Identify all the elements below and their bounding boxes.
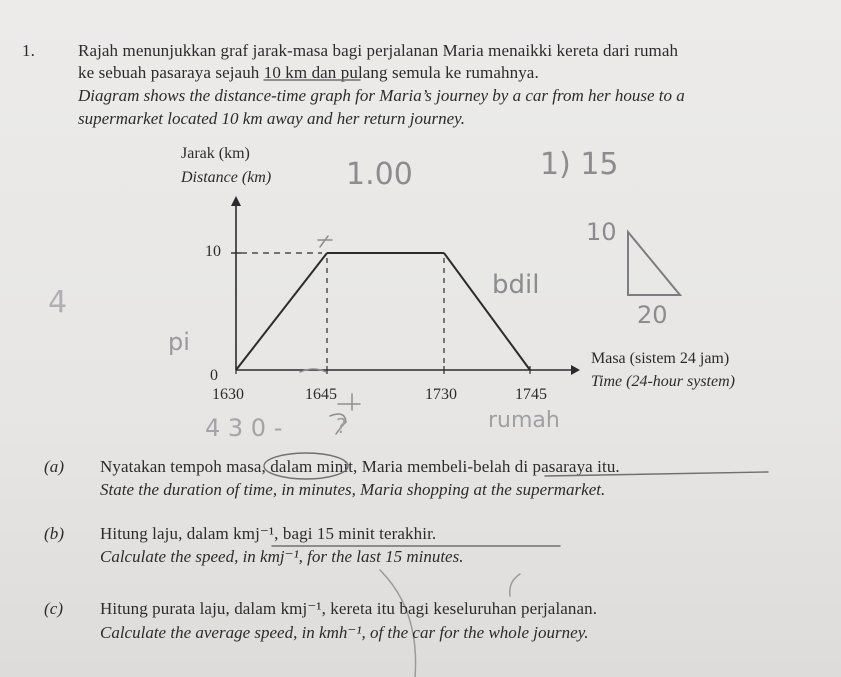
- x-tick-label-1630: 1630: [212, 386, 244, 403]
- y-axis-label-malay: Jarak (km): [181, 145, 250, 162]
- part-a-label: (a): [44, 457, 65, 476]
- part-b-english: Calculate the speed, in kmj⁻¹, for the last 15 minutes.: [100, 547, 464, 566]
- underline-membeli: [545, 472, 768, 476]
- handwritten-note: 10: [586, 218, 617, 246]
- circle-minit: [264, 453, 348, 479]
- question-number: 1.: [22, 41, 35, 60]
- part-b-label: (b): [44, 524, 65, 543]
- handwritten-note: 20: [637, 301, 668, 329]
- part-b-malay: Hitung laju, dalam kmj⁻¹, bagi 15 minit terakhir.: [100, 524, 437, 543]
- y-axis-label-english: Distance (km): [181, 169, 272, 186]
- question-malay-line2: ke sebuah pasaraya sejauh 10 km dan pulang semula ke rumahnya.: [78, 63, 539, 82]
- handwritten-note: bdil: [492, 270, 540, 300]
- handwritten-note: 1) 15: [540, 147, 619, 182]
- handwritten-note: ?: [336, 414, 347, 438]
- part-c-english: Calculate the average speed, in kmh⁻¹, of the car for the whole journey.: [100, 623, 589, 642]
- x-axis-label-malay: Masa (sistem 24 jam): [591, 350, 730, 367]
- handwritten-note: pi: [168, 328, 190, 356]
- x-tick-label-1645: 1645: [305, 386, 337, 403]
- origin-label: 0: [210, 367, 218, 384]
- part-a-malay: Nyatakan tempoh masa, dalam minit, Maria membeli-belah di pasaraya itu.: [100, 457, 620, 476]
- x-tick-label-1745: 1745: [515, 386, 547, 403]
- handwritten-note: 4 3 0 -: [205, 414, 283, 442]
- x-axis-label-english: Time (24-hour system): [591, 373, 735, 390]
- handwritten-note: rumah: [488, 408, 560, 433]
- handwritten-note: 1.00: [346, 157, 413, 192]
- part-c-malay: Hitung purata laju, dalam kmj⁻¹, kereta itu bagi keseluruhan perjalanan.: [100, 599, 598, 618]
- part-c-label: (c): [44, 599, 64, 618]
- y-tick-label-10: 10: [205, 243, 221, 260]
- question-english-line2: supermarket located 10 km away and her return journey.: [78, 109, 465, 128]
- x-tick-label-1730: 1730: [425, 386, 457, 403]
- handwritten-note: 4: [48, 285, 68, 320]
- part-a-english: State the duration of time, in minutes, Maria shopping at the supermarket.: [100, 480, 606, 499]
- question-malay-line1: Rajah menunjukkan graf jarak-masa bagi perjalanan Maria menaikki kereta dari rumah: [78, 41, 679, 60]
- question-english-line1: Diagram shows the distance-time graph for Maria’s journey by a car from her house to a: [78, 86, 685, 105]
